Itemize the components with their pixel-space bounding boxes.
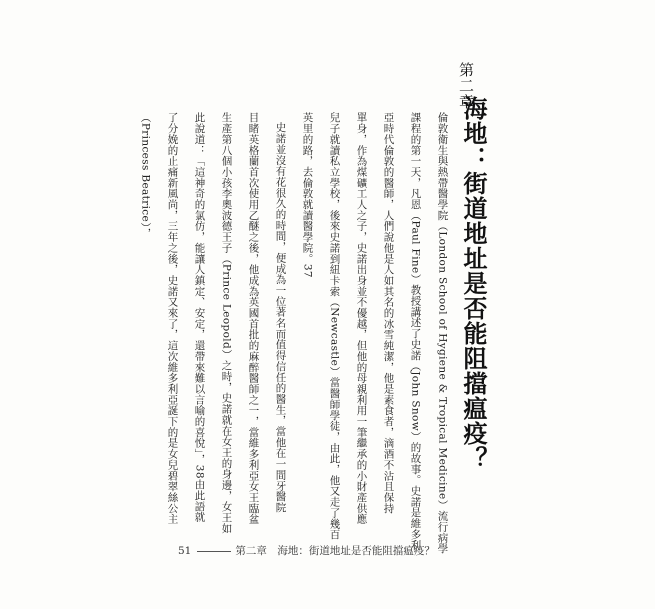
body-line: 目睹英格蘭首次使用乙醚之後，他成為英國首批的麻醉醫師之一，當維多利亞女王臨盆 bbox=[247, 112, 260, 525]
body-line: 倫敦衛生與熱帶醫學院（London School of Hygiene & Tropical Medicine）流行病學 bbox=[436, 112, 449, 554]
body-line: 單身，作為煤礦工人之子，史諾出身並不優越，但他的母親利用一筆繼承的小財產供應 bbox=[355, 112, 368, 525]
body-line: 亞時代倫敦的醫師，人們說他是人如其名的冰雪純潔，他是素食者，滴酒不沾且保持 bbox=[382, 112, 395, 514]
page-footer bbox=[178, 543, 435, 558]
body-line: 英里的路，去倫敦就讀醫學院。37 bbox=[301, 112, 314, 278]
body-line: 兒子就讀私立學校，後來史諾到紐卡索（Newcastle）當醫師學徒，由此，他又走了幾百 bbox=[328, 112, 341, 540]
running-head: 第二章 海地：街道地址是否能阻擋瘟疫？ bbox=[235, 545, 435, 557]
body-line: 此說道：「這神奇的氯仿，能讓人鎮定、安定，還帶來難以言喻的喜悅」，38由此語就 bbox=[193, 112, 206, 523]
body-line: 史諾並沒有花很久的時間，便成為一位著名而值得信任的醫生，當他在一間牙醫院 bbox=[274, 122, 287, 513]
chapter-title: 海地：街道地址是否能阻擋瘟疫？ bbox=[459, 96, 488, 471]
chapter-label: 第二章 bbox=[457, 62, 475, 110]
footer-rule bbox=[197, 551, 231, 552]
body-line: 了分娩的止痛新風尚，三年之後，史諾又來了，這次維多利亞誕下的是女兒碧翠絲公主 bbox=[166, 112, 179, 525]
body-line: 生產第八個小孩李奧波德王子（Prince Leopold）之時，史諾就在女王的身邊，女王如 bbox=[220, 112, 233, 534]
body-line: 課程的第一天，凡恩（Paul Fine）教授講述了史諾（John Snow）的故事。史諾是維多利 bbox=[409, 112, 422, 551]
page-number: 51 bbox=[178, 545, 192, 557]
body-line: （Princess Beatrice）， bbox=[139, 112, 152, 239]
